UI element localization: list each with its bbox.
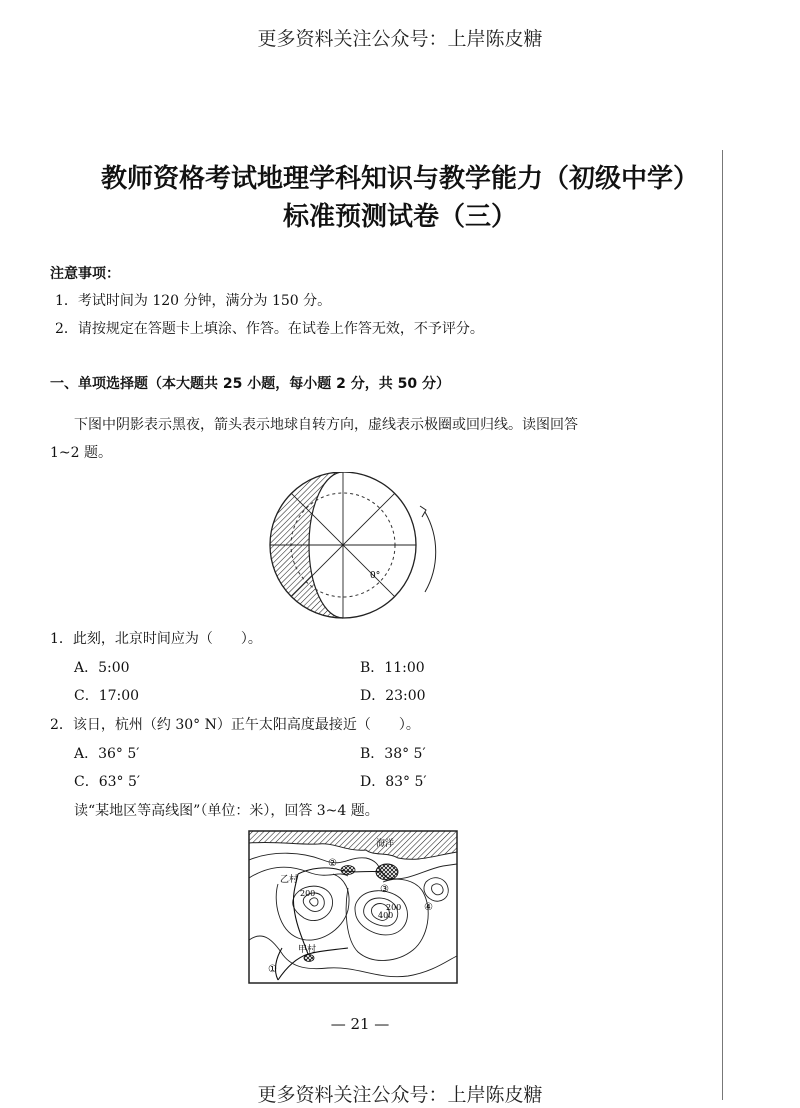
village-yi-label: 乙村: [280, 875, 299, 885]
q1-option-a: A．5:00: [74, 660, 130, 676]
section-heading: 一、单项选择题（本大题共 25 小题，每小题 2 分，共 50 分）: [50, 376, 450, 392]
title-line-1: 教师资格考试地理学科知识与教学能力（初级中学）: [100, 164, 699, 194]
contour-200-label-a: 200: [300, 889, 316, 898]
footer-banner: 更多资料关注公众号：上岸陈皮糖: [257, 1084, 543, 1106]
meridian-lines: [270, 472, 416, 618]
intro-1-line-1: 下图中阴影表示黑夜，箭头表示地球自转方向，虚线表示极圈或回归线。读图回答: [74, 417, 578, 433]
mark-4-label: ④: [424, 902, 433, 913]
q1-option-c: C．17:00: [74, 688, 140, 704]
contour-map-figure: [248, 830, 458, 984]
intro-1-line-2: 1~2 题。: [50, 445, 112, 461]
meridian-zero-label: 0°: [370, 571, 381, 581]
question-2-stem: 2．该日，杭州（约 30° N）正午太阳高度最接近（ ）。: [50, 717, 420, 733]
q1-option-d: D．23:00: [360, 688, 426, 704]
title-line-2: 标准预测试卷（三）: [282, 202, 517, 232]
settlement-jia-marker: [304, 955, 314, 962]
q2-option-b: B．38° 5′: [360, 746, 426, 762]
settlement-2-marker: [341, 866, 355, 875]
page-number: — 21 —: [330, 1015, 390, 1033]
mark-3-label: ③: [380, 884, 389, 895]
sea-label: 海洋: [376, 839, 395, 849]
settlement-3-marker: [376, 864, 398, 880]
q2-option-a: A．36° 5′: [74, 746, 140, 762]
village-jia-label: 甲村: [298, 945, 317, 955]
earth-polar-figure: [262, 472, 442, 628]
notice-heading: 注意事项：: [50, 266, 120, 282]
arrow-head-icon: [420, 506, 426, 517]
q1-option-b: B．11:00: [360, 660, 425, 676]
header-banner: 更多资料关注公众号：上岸陈皮糖: [257, 28, 543, 50]
q2-option-c: C．63° 5′: [74, 774, 141, 790]
contour-200-label-b: 200: [386, 903, 402, 912]
mark-2-label: ②: [328, 858, 337, 869]
mark-1-label: ①: [268, 964, 277, 975]
notice-item-1: 1．考试时间为 120 分钟，满分为 150 分。: [55, 293, 332, 309]
rotation-arrow-icon: [425, 512, 436, 592]
intro-2: 读“某地区等高线图”（单位：米），回答 3~4 题。: [74, 803, 379, 819]
notice-item-2: 2．请按规定在答题卡上填涂、作答。在试卷上作答无效，不予评分。: [55, 321, 484, 337]
q2-option-d: D．83° 5′: [360, 774, 427, 790]
question-1-stem: 1．此刻，北京时间应为（ ）。: [50, 631, 262, 647]
margin-rule: [722, 150, 723, 1100]
contour-400-label: 400: [378, 911, 394, 920]
